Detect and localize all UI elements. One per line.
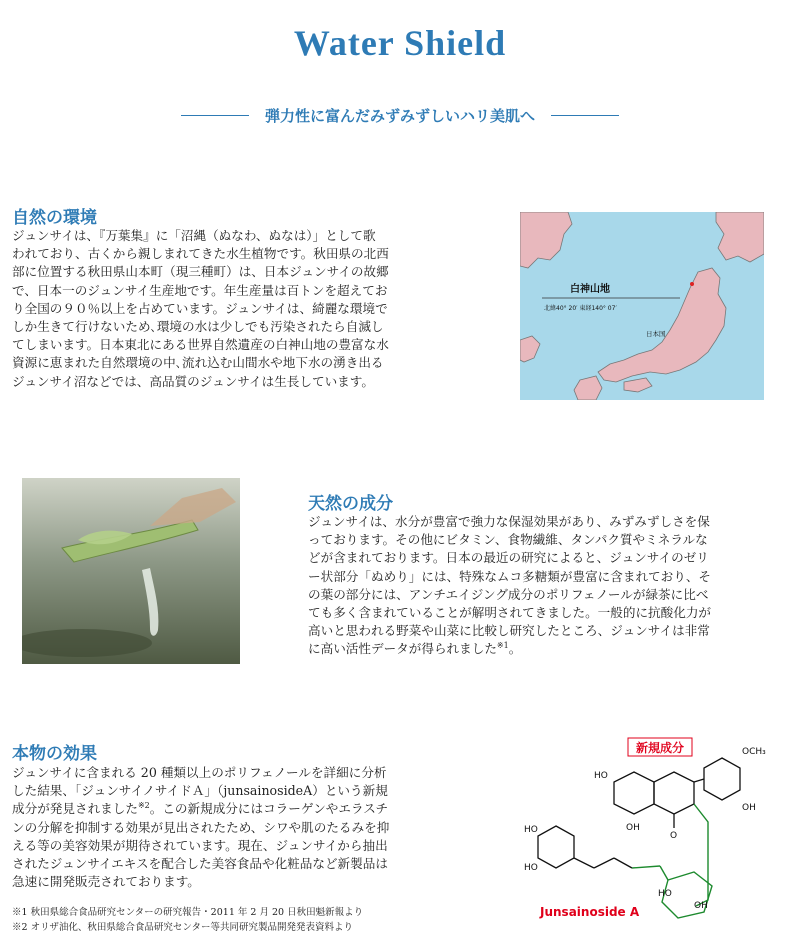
text-line: ても多く含まれていることが解明されてきました。一般的に抗酸化力が <box>308 605 711 621</box>
text-line: ジュンサイ沼などでは、高品質のジュンサイは生長しています。 <box>12 373 374 389</box>
text-line: ー状部分「ぬめり」には、特殊なムコ多糖類が豊富に含まれており、そ <box>308 568 711 584</box>
text-line <box>12 800 464 818</box>
text-line: り全国の９０％以上を占めています。ジュンサイは、綺麗な環境で <box>12 300 388 316</box>
section-heading-environment: 自然の環境 <box>12 208 97 228</box>
section-body-environment <box>12 227 502 391</box>
text-line: で、日本一のジュンサイ生産地です。年生産量は百トンを超えてお <box>12 282 388 298</box>
text-fragment: 。この新規成分にはコラーゲンやエラスチ <box>149 801 389 817</box>
map-site-label: 白神山地 <box>570 284 610 295</box>
section-body-effects <box>12 764 464 891</box>
ho-label: HO <box>594 771 608 781</box>
flavone-core <box>614 758 740 828</box>
section-heading-effects: 本物の効果 <box>12 744 97 764</box>
text-line: 高いと思われる野菜や山菜に比較し研究したところ、ジュンサイは非常 <box>308 623 710 639</box>
oh-label: OH <box>626 823 640 833</box>
ho-label: HO <box>524 825 538 835</box>
text-line: ジュンサイは、『万葉集』に「沼縄（ぬなわ、ぬなは）」として歌 <box>12 228 376 243</box>
text-line: 部に位置する秋田県山本町（現三種町）は、日本ジュンサイの故郷 <box>12 264 389 280</box>
footnote-ref: ※1 <box>496 641 509 651</box>
hokkaido-shape <box>716 212 764 262</box>
site-marker <box>690 282 694 286</box>
map-country-label: 日本国 <box>646 330 666 338</box>
text-line: ジュンサイは、水分が豊富で強力な保湿効果があり、みずみずしさを保 <box>308 514 710 529</box>
text-fragment: 成分が発見されました <box>12 801 138 817</box>
caffeoyl-ring <box>538 826 632 868</box>
text-line: っております。その他にビタミン、食物繊維、タンパク質やミネラルな <box>308 532 708 548</box>
footnote-2: ※2 オリザ油化、秋田県総合食品研究センター等共同研究製品開発発表資料より <box>12 922 353 933</box>
text-line: われており、古くから親しまれてきた水生植物です。秋田県の北西 <box>12 246 389 262</box>
o-label: O <box>670 831 678 841</box>
text-line: ジュンサイに含まれる 20 種類以上のポリフェノールを詳細に分析 <box>12 765 387 780</box>
text-line <box>308 640 792 658</box>
page-title: Water Shield <box>293 23 507 63</box>
text-line: の葉の部分には、アンチエイジング成分のポリフェノールが緑茶に比べ <box>308 586 709 602</box>
footnote-1: ※1 秋田県総合食品研究センターの研究報告・2011 年 2 月 20 日秋田魁新報より <box>12 907 364 918</box>
text-line: 資源に恵まれた自然環境の中､流れ込む山間水や地下水の湧き出る <box>12 355 384 371</box>
oh-label: OH <box>742 803 756 813</box>
ho-label: HO <box>658 889 672 899</box>
och3-label: OCH₃ <box>742 747 766 757</box>
junsainoside-structure <box>508 730 798 944</box>
text-line: 急速に開発販売されております。 <box>12 874 200 890</box>
text-line: てしまいます。日本東北にある世界自然遺産の白神山地の豊富な水 <box>12 337 389 353</box>
page-subtitle: 弾力性に富んだみずみずしいハリ美肌へ <box>264 106 535 125</box>
ho-label: HO <box>524 863 538 873</box>
section-body-ingredients <box>308 513 792 659</box>
text-fragment: 。 <box>508 641 522 657</box>
compound-name: Junsainoside A <box>540 905 640 919</box>
section-heading-ingredients: 天然の成分 <box>308 494 393 514</box>
text-line: どが含まれております。日本の最近の研究によると、ジュンサイのゼリ <box>308 550 709 566</box>
subtitle-left-rule <box>181 115 249 116</box>
subtitle-right-rule <box>551 115 619 116</box>
oh-label: OH <box>694 901 708 911</box>
footnote-ref: ※2 <box>137 801 150 811</box>
japan-map <box>520 212 764 400</box>
text-line: しか生きて行けないため､環境の水は少しでも汚染されたら自滅し <box>12 319 384 335</box>
text-line: える等の美容効果が期待されています。現在、ジュンサイから抽出 <box>12 837 388 853</box>
junsai-photo <box>22 478 240 664</box>
text-line: ンの分解を抑制する効果が見出されたため、シワや肌のたるみを抑 <box>12 819 390 835</box>
subtitle-row <box>0 104 800 126</box>
new-compound-badge-text: 新規成分 <box>635 741 685 755</box>
text-line: されたジュンサイエキスを配合した美容食品や化粧品など新製品は <box>12 856 388 872</box>
text-fragment: に高い活性データが得られました <box>308 641 497 657</box>
text-line: した結果、「ジュンサイノサイドＡ」（junsainosideA）という新規 <box>12 783 388 799</box>
map-coords-label: 北緯40° 20′ 東経140° 07′ <box>544 305 617 312</box>
